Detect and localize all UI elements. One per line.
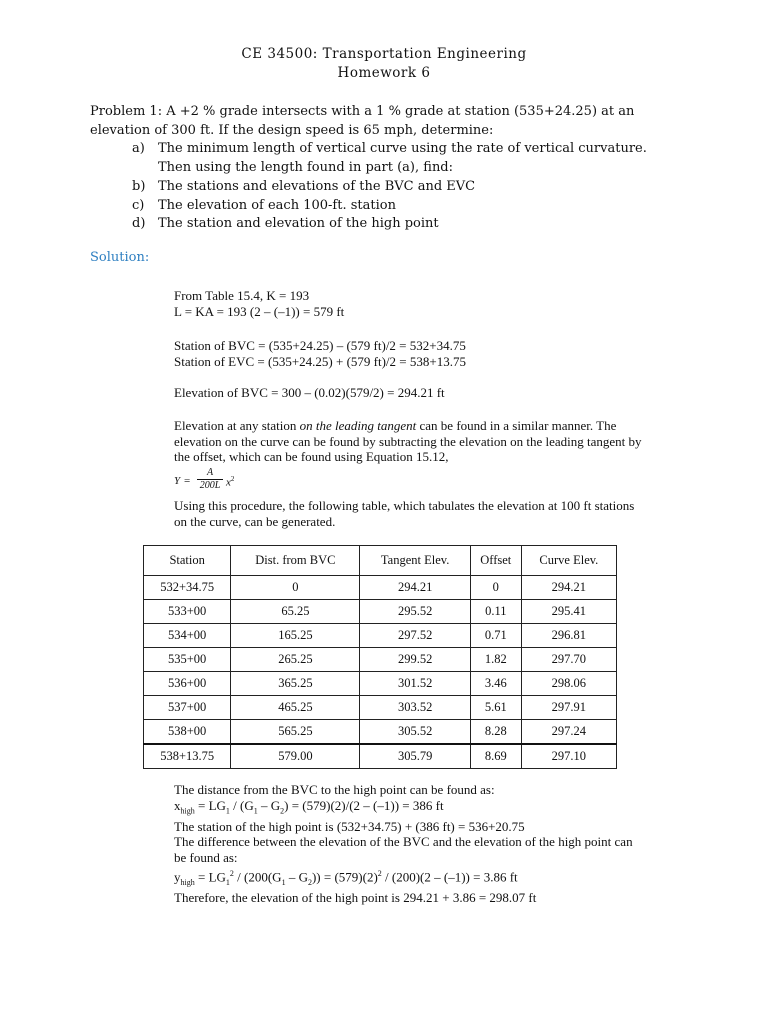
column-header: Station bbox=[144, 546, 231, 576]
table-cell: 536+00 bbox=[144, 672, 231, 696]
procedure-paragraph: Using this procedure, the following table, which tabulates the elevation at 100 ft stations on the curve, can be generated. bbox=[174, 498, 635, 529]
part-text: The station and elevation of the high point bbox=[158, 216, 439, 232]
formula-equals: = bbox=[184, 475, 191, 487]
high-point-calculation bbox=[174, 782, 644, 906]
table-cell: 303.52 bbox=[360, 696, 470, 720]
x-high-equation: $x_{high} = LG_1 / (G_1 - G_2) = (579)(2)/(2 - (-1)) = 386$ ft bbox=[174, 797, 444, 816]
table-cell: 298.06 bbox=[521, 672, 616, 696]
table-cell: 533+00 bbox=[144, 600, 231, 624]
table-row bbox=[144, 600, 617, 624]
bvc-station-line: Station of BVC = (535+24.25) – (579 ft)/2 = 532+34.75 bbox=[174, 338, 466, 353]
problem-part-a bbox=[90, 140, 680, 177]
part-text: The stations and elevations of the BVC and EVC bbox=[158, 178, 476, 194]
k-value-line: From Table 15.4, K = 193 bbox=[174, 288, 310, 303]
high-point-intro: The distance from the BVC to the high point can be found as: bbox=[174, 782, 495, 797]
table-cell: 538+13.75 bbox=[144, 744, 231, 769]
table-cell: 532+34.75 bbox=[144, 576, 231, 600]
formula-y: Y bbox=[174, 475, 181, 487]
table-row bbox=[144, 624, 617, 648]
table-cell: 65.25 bbox=[231, 600, 360, 624]
table-cell: 537+00 bbox=[144, 696, 231, 720]
table-cell: 0.71 bbox=[470, 624, 521, 648]
table-cell: 538+00 bbox=[144, 720, 231, 745]
elevation-explanation bbox=[174, 418, 644, 465]
table-cell: 165.25 bbox=[231, 624, 360, 648]
table-cell: 365.25 bbox=[231, 672, 360, 696]
part-letter: c) bbox=[132, 197, 145, 213]
solution-heading: Solution: bbox=[90, 250, 150, 265]
table-cell: 1.82 bbox=[470, 648, 521, 672]
table-cell: 305.79 bbox=[360, 744, 470, 769]
table-cell: 8.69 bbox=[470, 744, 521, 769]
table-cell: 0 bbox=[231, 576, 360, 600]
table-cell: 465.25 bbox=[231, 696, 360, 720]
table-cell: 534+00 bbox=[144, 624, 231, 648]
elevation-difference-line: The difference between the elevation of the BVC and the elevation of the high point can be found as: bbox=[174, 834, 633, 865]
curve-length-line: L = KA = 193 (2 – (–1)) = 579 ft bbox=[174, 303, 345, 319]
part-text: The minimum length of vertical curve using the rate of vertical curvature. Then using the length found in part (a), find: bbox=[158, 141, 647, 176]
table-cell: 5.61 bbox=[470, 696, 521, 720]
table-cell: 297.10 bbox=[521, 744, 616, 769]
table-cell: 265.25 bbox=[231, 648, 360, 672]
table-row bbox=[144, 672, 617, 696]
table-cell: 297.52 bbox=[360, 624, 470, 648]
formula-x: $x^2$ bbox=[226, 475, 235, 489]
table-row bbox=[144, 720, 617, 745]
bvc-elevation bbox=[174, 385, 644, 401]
table-cell: 305.52 bbox=[360, 720, 470, 745]
assignment-title: Homework 6 bbox=[337, 65, 431, 81]
problem-statement bbox=[90, 103, 680, 234]
part-letter: b) bbox=[132, 178, 146, 194]
table-cell: 297.70 bbox=[521, 648, 616, 672]
procedure-text bbox=[174, 498, 644, 529]
table-cell: 579.00 bbox=[231, 744, 360, 769]
table-cell: 8.28 bbox=[470, 720, 521, 745]
table-header-row bbox=[144, 546, 617, 576]
formula-denominator: 200L bbox=[199, 480, 221, 491]
problem-parts-list bbox=[90, 140, 680, 234]
table-row bbox=[144, 744, 617, 769]
column-header: Offset bbox=[470, 546, 521, 576]
column-header: Tangent Elev. bbox=[360, 546, 470, 576]
table-cell: 0 bbox=[470, 576, 521, 600]
table-cell: 297.91 bbox=[521, 696, 616, 720]
station-calculation bbox=[174, 338, 644, 369]
course-title: CE 34500: Transportation Engineering bbox=[241, 46, 527, 62]
problem-part-d bbox=[90, 215, 680, 234]
table-cell: 295.41 bbox=[521, 600, 616, 624]
problem-intro: Problem 1: A +2 % grade intersects with a 1 % grade at station (535+24.25) at an elevation of 300 ft. If the design speed is 65 mph, determine: bbox=[90, 104, 635, 138]
problem-part-c bbox=[90, 197, 680, 216]
table-cell: 535+00 bbox=[144, 648, 231, 672]
table-cell: 565.25 bbox=[231, 720, 360, 745]
table-cell: 294.21 bbox=[360, 576, 470, 600]
table-cell: 3.46 bbox=[470, 672, 521, 696]
high-point-elevation-line: Therefore, the elevation of the high point is 294.21 + 3.86 = 298.07 ft bbox=[174, 890, 537, 906]
column-header: Curve Elev. bbox=[521, 546, 616, 576]
column-header: Dist. from BVC bbox=[231, 546, 360, 576]
table-cell: 296.81 bbox=[521, 624, 616, 648]
formula-numerator: A bbox=[197, 467, 223, 480]
formula-fraction bbox=[197, 467, 223, 492]
part-letter: a) bbox=[132, 141, 145, 157]
high-point-station-line: The station of the high point is (532+34.75) + (386 ft) = 536+20.75 bbox=[174, 818, 525, 834]
table-cell: 295.52 bbox=[360, 600, 470, 624]
bvc-elevation-line: Elevation of BVC = 300 – (0.02)(579/2) = 294.21 ft bbox=[174, 385, 445, 400]
table-cell: 294.21 bbox=[521, 576, 616, 600]
table-row bbox=[144, 648, 617, 672]
part-text: The elevation of each 100-ft. station bbox=[158, 197, 396, 213]
table-row bbox=[144, 696, 617, 720]
table-row bbox=[144, 576, 617, 600]
part-letter: d) bbox=[132, 216, 146, 232]
table-cell: 301.52 bbox=[360, 672, 470, 696]
elevation-table bbox=[143, 545, 617, 769]
table-cell: 0.11 bbox=[470, 600, 521, 624]
length-calculation bbox=[174, 288, 644, 319]
y-high-equation: $y_{high} = LG_1^2 / (200(G_1 - G_2)) = (579)(2)^2 / (200)(2 - (-1)) = 3.86$ ft bbox=[174, 868, 518, 887]
table-cell: 299.52 bbox=[360, 648, 470, 672]
elevation-paragraph: Elevation at any station on the leading tangent can be found in a similar manner. The elevation on the curve can be found by subtracting the elevation on the leading tangent by the offset, which can be found using Equation 15.12, bbox=[174, 418, 642, 465]
table-cell: 297.24 bbox=[521, 720, 616, 745]
problem-part-b bbox=[90, 178, 680, 197]
evc-station-line: Station of EVC = (535+24.25) + (579 ft)/2 = 538+13.75 bbox=[174, 353, 466, 369]
